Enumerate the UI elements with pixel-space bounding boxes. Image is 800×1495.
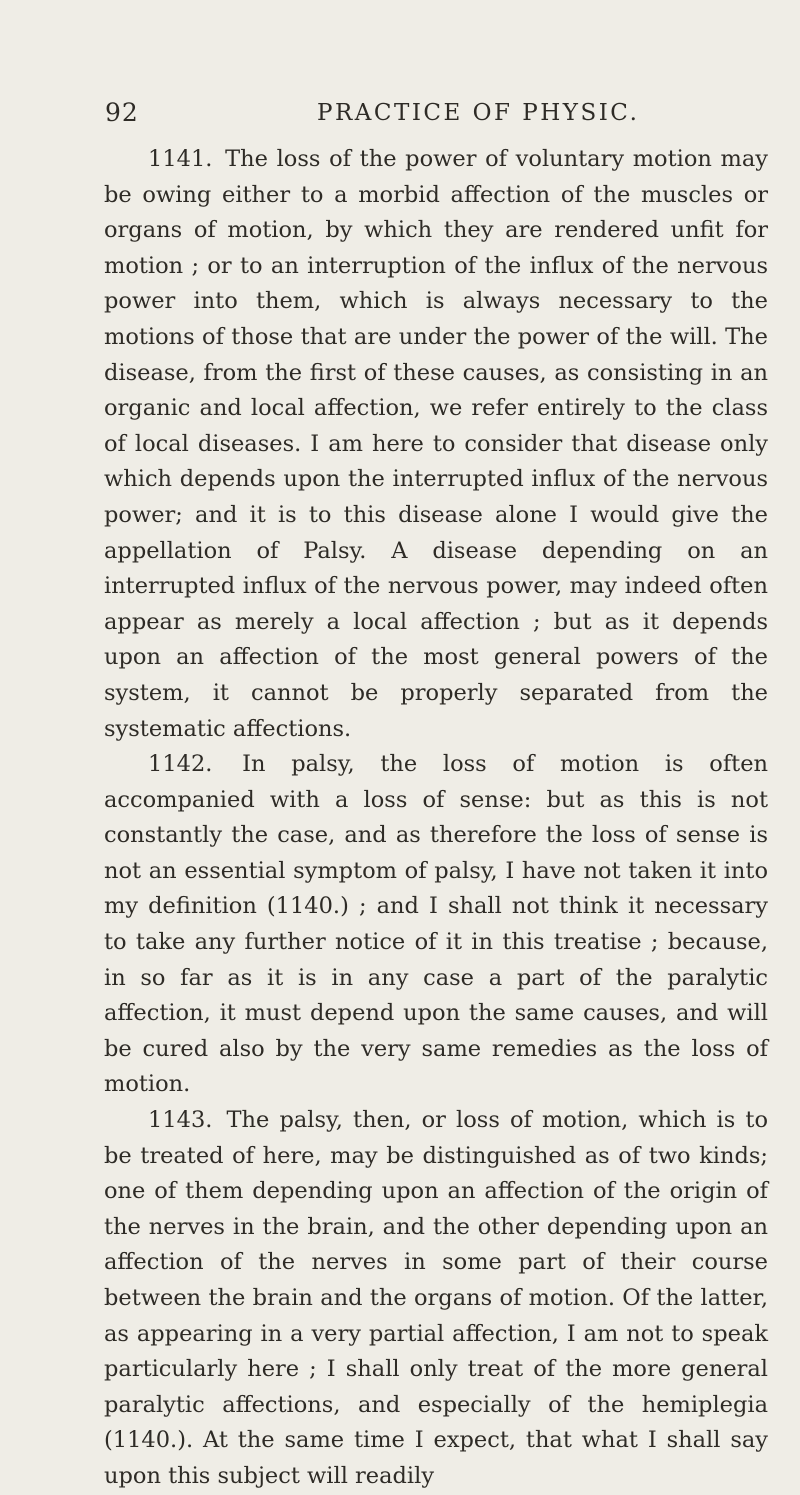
paragraph-text: The palsy, then, or loss of motion, which is to be treated of here, may be distinguished as of two kinds; one of them depending upon an affection of the origin of the nerves in the brain, and the other depending upon an affection of the nerves in some part of their course between the brain and the organs of motion. Of the latter, as appearing in a very partial affection, I am not to speak particularly here ; I shall only treat of the more general paralytic affections, and especially of the hemiplegia (1140.). At the same time I expect, that what I shall say upon this subject will readily	[104, 1107, 768, 1489]
running-title: PRACTICE OF PHYSIC.	[317, 100, 640, 126]
paragraph-1141	[104, 142, 768, 747]
paragraph-number: 1143.	[148, 1107, 213, 1134]
paragraph-number: 1141.	[148, 146, 213, 172]
paragraph-1143	[104, 1103, 768, 1495]
page-number: 92	[105, 98, 139, 127]
paragraph-1142	[104, 747, 768, 1103]
page-header	[105, 98, 740, 138]
body-text	[104, 142, 768, 1495]
paragraph-number: 1142.	[148, 751, 213, 778]
paragraph-text: In palsy, the loss of motion is often accompanied with a loss of sense: but as this is not constantly the case, and as therefore the loss of sense is not an essential symptom of palsy, I have not taken it into my definition (1140.) ; and I shall not think it necessary to take any further notice of it in this treatise ; because, in so far as it is in any case a part of the paralytic affection, it must depend upon the same causes, and will be cured also by the very same remedies as the loss of motion.	[104, 751, 768, 1098]
paragraph-text: The loss of the power of voluntary motion may be owing either to a morbid affection of the muscles or organs of motion, by which they are rendered unfit for motion ; or to an interruption of the influx of the nervous power into them, which is always necessary to the motions of those that are under the power of the will. The disease, from the first of these causes, as consisting in an organic and local affection, we refer entirely to the class of local diseases. I am here to consider that disease only which depends upon the interrupted influx of the nervous power; and it is to this disease alone I would give the appellation of Palsy. A disease depending on an interrupted influx of the nervous power, may indeed often appear as merely a local affection ; but as it depends upon an affection of the most general powers of the system, it cannot be properly separated from the systematic affections.	[104, 146, 769, 742]
